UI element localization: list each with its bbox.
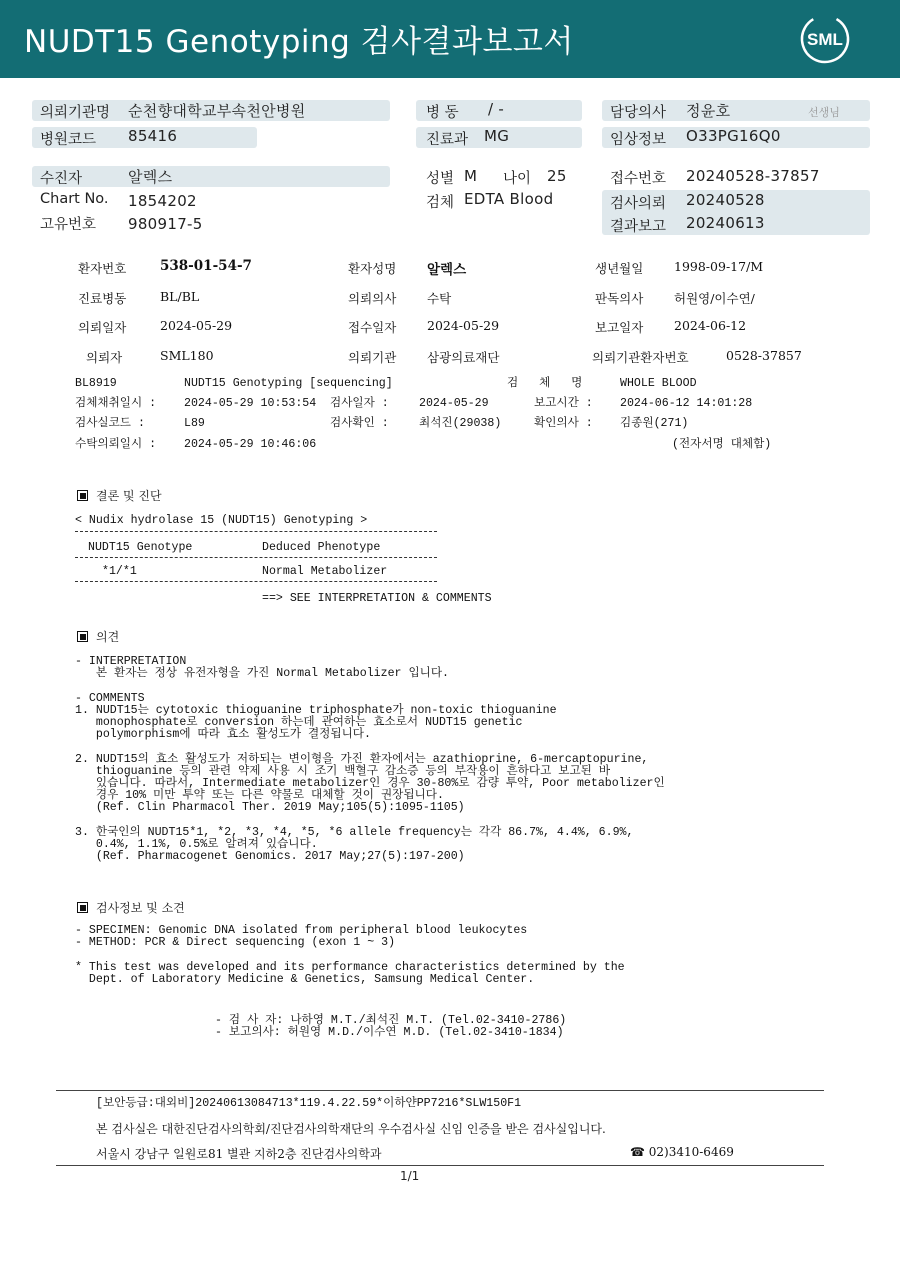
staff-text: - 검 사 자: 나하영 M.T./최석진 M.T. (Tel.02-3410-2786) - 보고의사: 허원영 M.D./이수연 M.D. (Tel.02-3410-1834) <box>215 1014 567 1040</box>
method-text: - SPECIMEN: Genomic DNA isolated from peripheral blood leukocytes - METHOD: PCR & Direct sequencing (exon 1 ~ 3) * This test was developed and its performance characteristics determined by the Dept. of Laboratory Medicine & Genetics, Samsung Medical Center. <box>75 924 625 986</box>
phenotype-value: Normal Metabolizer <box>262 565 388 578</box>
test-code: BL8919 <box>75 377 117 390</box>
grid-label: 의뢰의사 <box>348 291 397 306</box>
confirm-doctor: 김종원(271) <box>620 417 689 430</box>
accession-value: 20240528-37857 <box>686 167 820 185</box>
certification-line: 본 검사실은 대한진단검사의학회/진단검사의학재단의 우수검사실 신임 인증을 받은 검사실입니다. <box>96 1122 606 1136</box>
address-line: 서울시 강남구 일원로81 별관 지하2층 진단검사의학과 <box>96 1147 382 1161</box>
grid-label: 의뢰기관환자번호 <box>592 350 689 365</box>
page-number: 1/1 <box>400 1169 420 1183</box>
ward-label: 병 동 <box>426 105 459 121</box>
patient-name: 알렉스 <box>427 262 467 278</box>
age-label: 나이 <box>503 171 532 187</box>
hosp-code-value: 85416 <box>128 127 178 145</box>
unique-value: 980917-5 <box>128 215 203 233</box>
doctor-label: 담당의사 <box>610 105 667 121</box>
sex-value: M <box>464 167 478 185</box>
opinion-heading: 의견 <box>77 628 119 645</box>
ward-value: / - <box>488 100 505 118</box>
chart-label: Chart No. <box>40 191 109 207</box>
confirm-label: 검사확인 : <box>330 417 389 430</box>
dept-label: 진료과 <box>426 132 469 148</box>
dashed-divider <box>75 581 437 582</box>
specimen-name-label: 검 체 명 <box>507 377 583 390</box>
square-bullet-icon <box>77 902 88 913</box>
ward-code: BL/BL <box>160 289 200 304</box>
unique-label: 고유번호 <box>40 217 97 233</box>
birth-date: 1998-09-17/M <box>674 259 764 274</box>
opinion-text: - INTERPRETATION 본 환자는 정상 유전자형을 가진 Normal Metabolizer 입니다. - COMMENTS 1. NUDT15는 cytotoxic thioguanine triphosphate가 non-toxic thioguanine monophosphate로 conversion 하는데 관여하는 효소로서 NUDT15 genetic polymorphism에 따라 효소 활성도가 결정됩니다. 2. NUDT15의 효소 활성도가 저하되는 변이형을 가진 환자에서는 azathioprine, 6-mercaptopurine, thioguanine 등의 관련 약제 사용 시 조기 백혈구 감소증 등의 부작용이 흔하다고 보고된 바 있습니다. 따라서, Intermediate metabolizer인 경우 30-80%로 감량 투약, Poor metabolizer인 경우 10% 미만 투약 또는 다른 약물로 대체할 것이 권장됩니다. (Ref. Clin Pharmacol Ther. 2019 May;105(5):1095-1105) 3. 한국인의 NUDT15*1, *2, *3, *4, *5, *6 allele frequency는 각각 86.7%, 4.4%, 6.9%, 0.4%, 1.1%, 0.5%로 알려져 있습니다. (Ref. Pharmacogenet Genomics. 2017 May;27(5):197-200) <box>75 655 665 864</box>
institution-value: 순천향대학교부속천안병원 <box>128 102 306 120</box>
institution-patient-number: 0528-37857 <box>726 348 802 363</box>
request-value: 20240528 <box>686 191 765 209</box>
phone-line: ☎ 02)3410-6469 <box>630 1145 734 1159</box>
patient-number: 538-01-54-7 <box>160 258 252 274</box>
grid-label: 의뢰자 <box>86 350 123 365</box>
specimen-name: WHOLE BLOOD <box>620 377 697 390</box>
patient-value: 알렉스 <box>128 168 173 186</box>
conclusion-table-title: < Nudix hydrolase 15 (NUDT15) Genotyping > <box>75 514 368 527</box>
report-date: 2024-06-12 <box>674 318 747 333</box>
grid-label: 의뢰기관 <box>348 350 397 365</box>
room-code: L89 <box>184 417 205 430</box>
report-label: 결과보고 <box>610 219 667 235</box>
confirm-doctor-label: 확인의사 : <box>534 417 593 430</box>
grid-label: 생년월일 <box>595 261 644 276</box>
genotype-value: *1/*1 <box>102 565 137 578</box>
outsource-label: 수탁의뢰일시 : <box>75 438 157 451</box>
doctor-suffix: 선생님 <box>808 106 840 119</box>
patient-box <box>32 166 390 187</box>
sex-label: 성별 <box>426 171 455 187</box>
footer-bottom-rule <box>56 1165 824 1166</box>
report-time: 2024-06-12 14:01:28 <box>620 397 753 410</box>
chart-value: 1854202 <box>128 192 197 210</box>
grid-label: 진료병동 <box>78 291 127 306</box>
room-label: 검사실코드 : <box>75 417 145 430</box>
esign-note: (전자서명 대체함) <box>672 438 772 451</box>
grid-label: 환자번호 <box>78 261 127 276</box>
phenotype-header: Deduced Phenotype <box>262 541 381 554</box>
receipt-date: 2024-05-29 <box>427 318 500 333</box>
collect-time: 2024-05-29 10:53:54 <box>184 397 317 410</box>
footer-top-rule <box>56 1090 824 1091</box>
dashed-divider <box>75 531 437 532</box>
report-time-label: 보고시간 : <box>534 397 593 410</box>
requesting-doctor: 수탁 <box>427 291 452 306</box>
patient-label: 수진자 <box>40 171 83 187</box>
requester: SML180 <box>160 348 214 363</box>
grid-label: 보고일자 <box>595 320 644 335</box>
specimen-value: EDTA Blood <box>464 190 554 208</box>
requesting-institution: 삼광의료재단 <box>427 350 500 365</box>
sml-logo <box>798 12 852 66</box>
accession-label: 접수번호 <box>610 171 667 187</box>
grid-label: 의뢰일자 <box>78 320 127 335</box>
clinical-label: 임상정보 <box>610 132 667 148</box>
request-label: 검사의뢰 <box>610 196 667 212</box>
genotype-header: NUDT15 Genotype <box>88 541 193 554</box>
report-title: NUDT15 Genotyping 검사결과보고서 <box>24 24 574 60</box>
confirm-value: 최석진(29038) <box>419 417 502 430</box>
grid-label: 환자성명 <box>348 261 397 276</box>
request-date: 2024-05-29 <box>160 318 233 333</box>
security-line: [보안등급:대외비]20240613084713*119.4.22.59*이하얀PP7216*SLW150F1 <box>96 1097 522 1110</box>
report-value: 20240613 <box>686 214 765 232</box>
test-date-label: 검사일자 : <box>330 397 389 410</box>
doctor-value: 정윤호 <box>686 102 731 120</box>
square-bullet-icon <box>77 631 88 642</box>
outsource-time: 2024-05-29 10:46:06 <box>184 438 317 451</box>
grid-label: 판독의사 <box>595 291 644 306</box>
method-heading: 검사정보 및 소견 <box>77 899 185 916</box>
test-name: NUDT15 Genotyping [sequencing] <box>184 377 393 390</box>
conclusion-heading: 결론 및 진단 <box>77 487 162 504</box>
report-header <box>0 0 900 78</box>
clinical-value: O33PG16Q0 <box>686 127 781 145</box>
test-date: 2024-05-29 <box>419 397 489 410</box>
dashed-divider <box>75 557 437 558</box>
reading-doctor: 허원영/이수연/ <box>674 291 755 306</box>
hosp-code-label: 병원코드 <box>40 132 97 148</box>
logo-text: SML <box>807 30 843 49</box>
dept-value: MG <box>484 127 510 145</box>
grid-label: 접수일자 <box>348 320 397 335</box>
collect-label: 검체채취일시 : <box>75 397 157 410</box>
see-interpretation: ==> SEE INTERPRETATION & COMMENTS <box>262 592 492 605</box>
square-bullet-icon <box>77 490 88 501</box>
institution-label: 의뢰기관명 <box>40 105 111 121</box>
age-value: 25 <box>547 167 567 185</box>
specimen-label: 검체 <box>426 195 455 211</box>
